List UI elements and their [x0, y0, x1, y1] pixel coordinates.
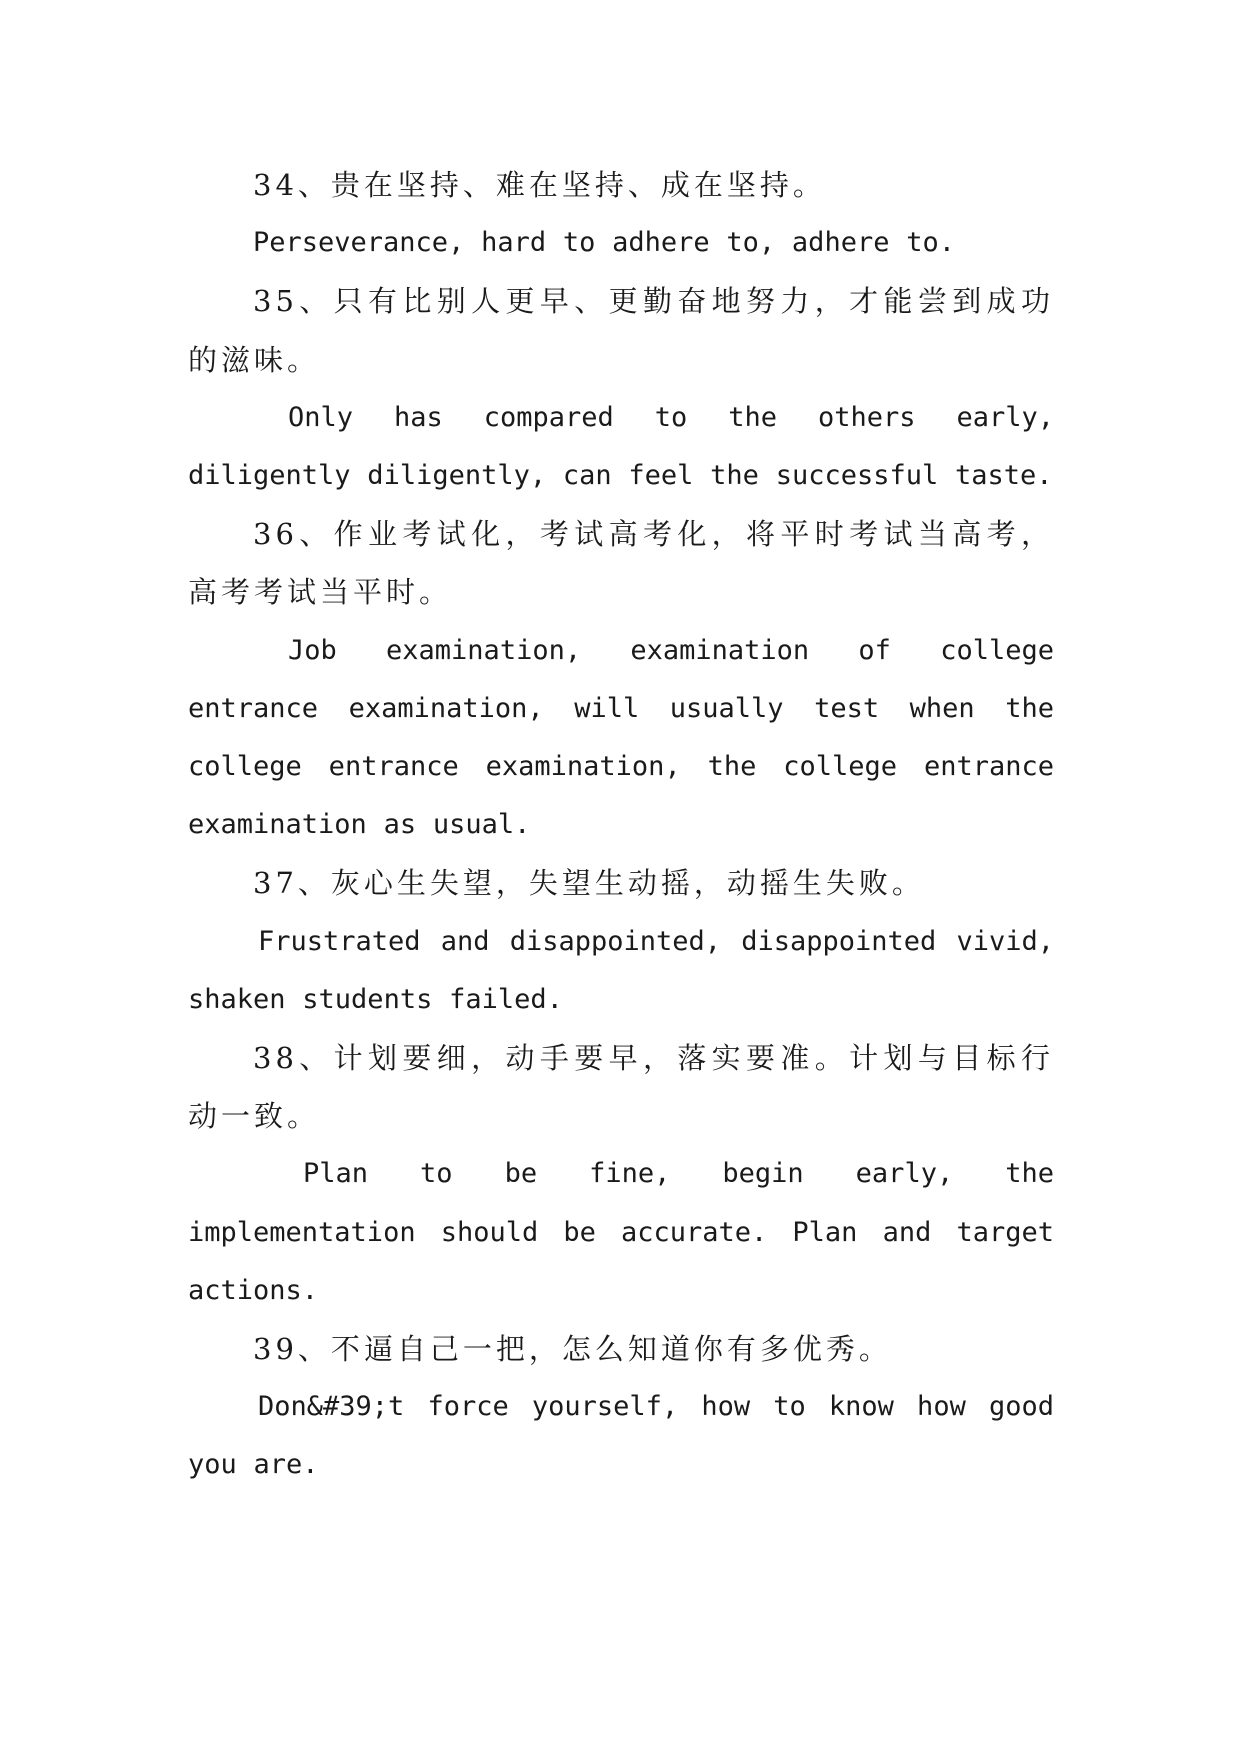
- item-38-chinese: 38、计划要细，动手要早，落实要准。计划与目标行动一致。: [188, 1041, 1054, 1134]
- item-37-english: Frustrated and disappointed, disappointed vivid, shaken students failed.: [188, 925, 1054, 1015]
- item-37-chinese: 37、灰心生失望，失望生动摇，动摇生失败。: [253, 866, 925, 901]
- item-35-english: Only has compared to the others early, diligently diligently, can feel the successful taste.: [188, 401, 1054, 492]
- item-34-english: Perseverance, hard to adhere to, adhere to.: [253, 227, 955, 259]
- item-39-chinese: 39、不逼自己一把，怎么知道你有多优秀。: [253, 1332, 892, 1367]
- item-39-english: Don&#39;t force yourself, how to know how good you are.: [188, 1391, 1054, 1481]
- item-35-chinese: 35、只有比别人更早、更勤奋地努力，才能尝到成功的滋味。: [188, 284, 1054, 377]
- item-38-english: Plan to be fine, begin early, the implementation should be accurate. Plan and target actions.: [188, 1158, 1054, 1306]
- item-36-chinese: 36、作业考试化，考试高考化，将平时考试当高考，高考考试当平时。: [188, 517, 1054, 610]
- document-body: [188, 156, 1054, 1495]
- item-34-chinese: 34、贵在坚持、难在坚持、成在坚持。: [253, 168, 826, 202]
- item-36-english: Job examination, examination of college entrance examination, will usually test when the college entrance examination, the college entrance examination as usual.: [188, 634, 1054, 841]
